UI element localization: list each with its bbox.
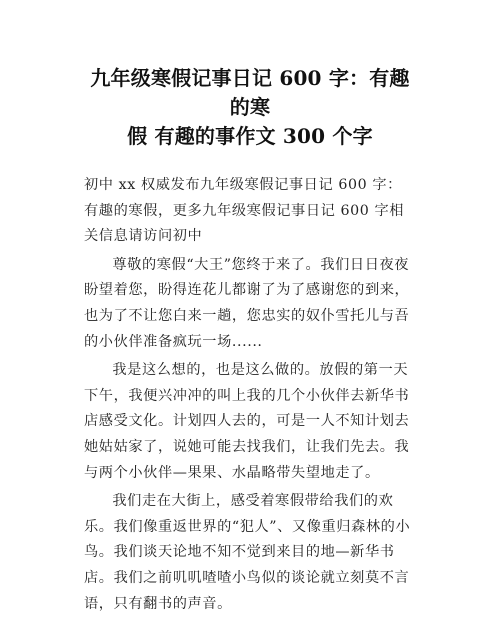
body-paragraph-2: 我是这么想的，也是这么做的。放假的第一天下午，我便兴冲冲的叫上我的几个小伙伴去新华书店感受文化。计划四人去的，可是一人不知计划去她姑姑家了，说她可能去找我们，让我们先去。我与两个小伙伴—果果、水晶略带失望地走了。 [84, 362, 410, 481]
body-paragraph-3: 我们走在大街上，感受着寒假带给我们的欢乐。我们像重返世界的“犯人”、又像重归森林的小鸟。我们谈天论地不知不觉到来目的地—新华书店。我们之前叽叽喳喳小鸟似的谈论就立刻莫不言语，只有翻书的声音。 [84, 493, 411, 612]
intro-paragraph: 初中 xx 权威发布九年级寒假记事日记 600 字：有趣的寒假，更多九年级寒假记事日记 600 字相关信息请访问初中 [84, 177, 405, 245]
body-paragraph-1: 尊敬的寒假“大王”您终于来了。我们日日夜夜盼望着您，盼得连花儿都谢了为了感谢您的到来，也为了不让您白来一趟，您忠实的奴仆雪托儿与吾的小伙伴准备疯玩一场...... [84, 256, 410, 350]
article-title-line-1: 九年级寒假记事日记 600 字：有趣的寒 [90, 66, 410, 119]
article-title [84, 64, 416, 151]
article-title-line-2: 假 有趣的事作文 300 个字 [127, 124, 373, 148]
